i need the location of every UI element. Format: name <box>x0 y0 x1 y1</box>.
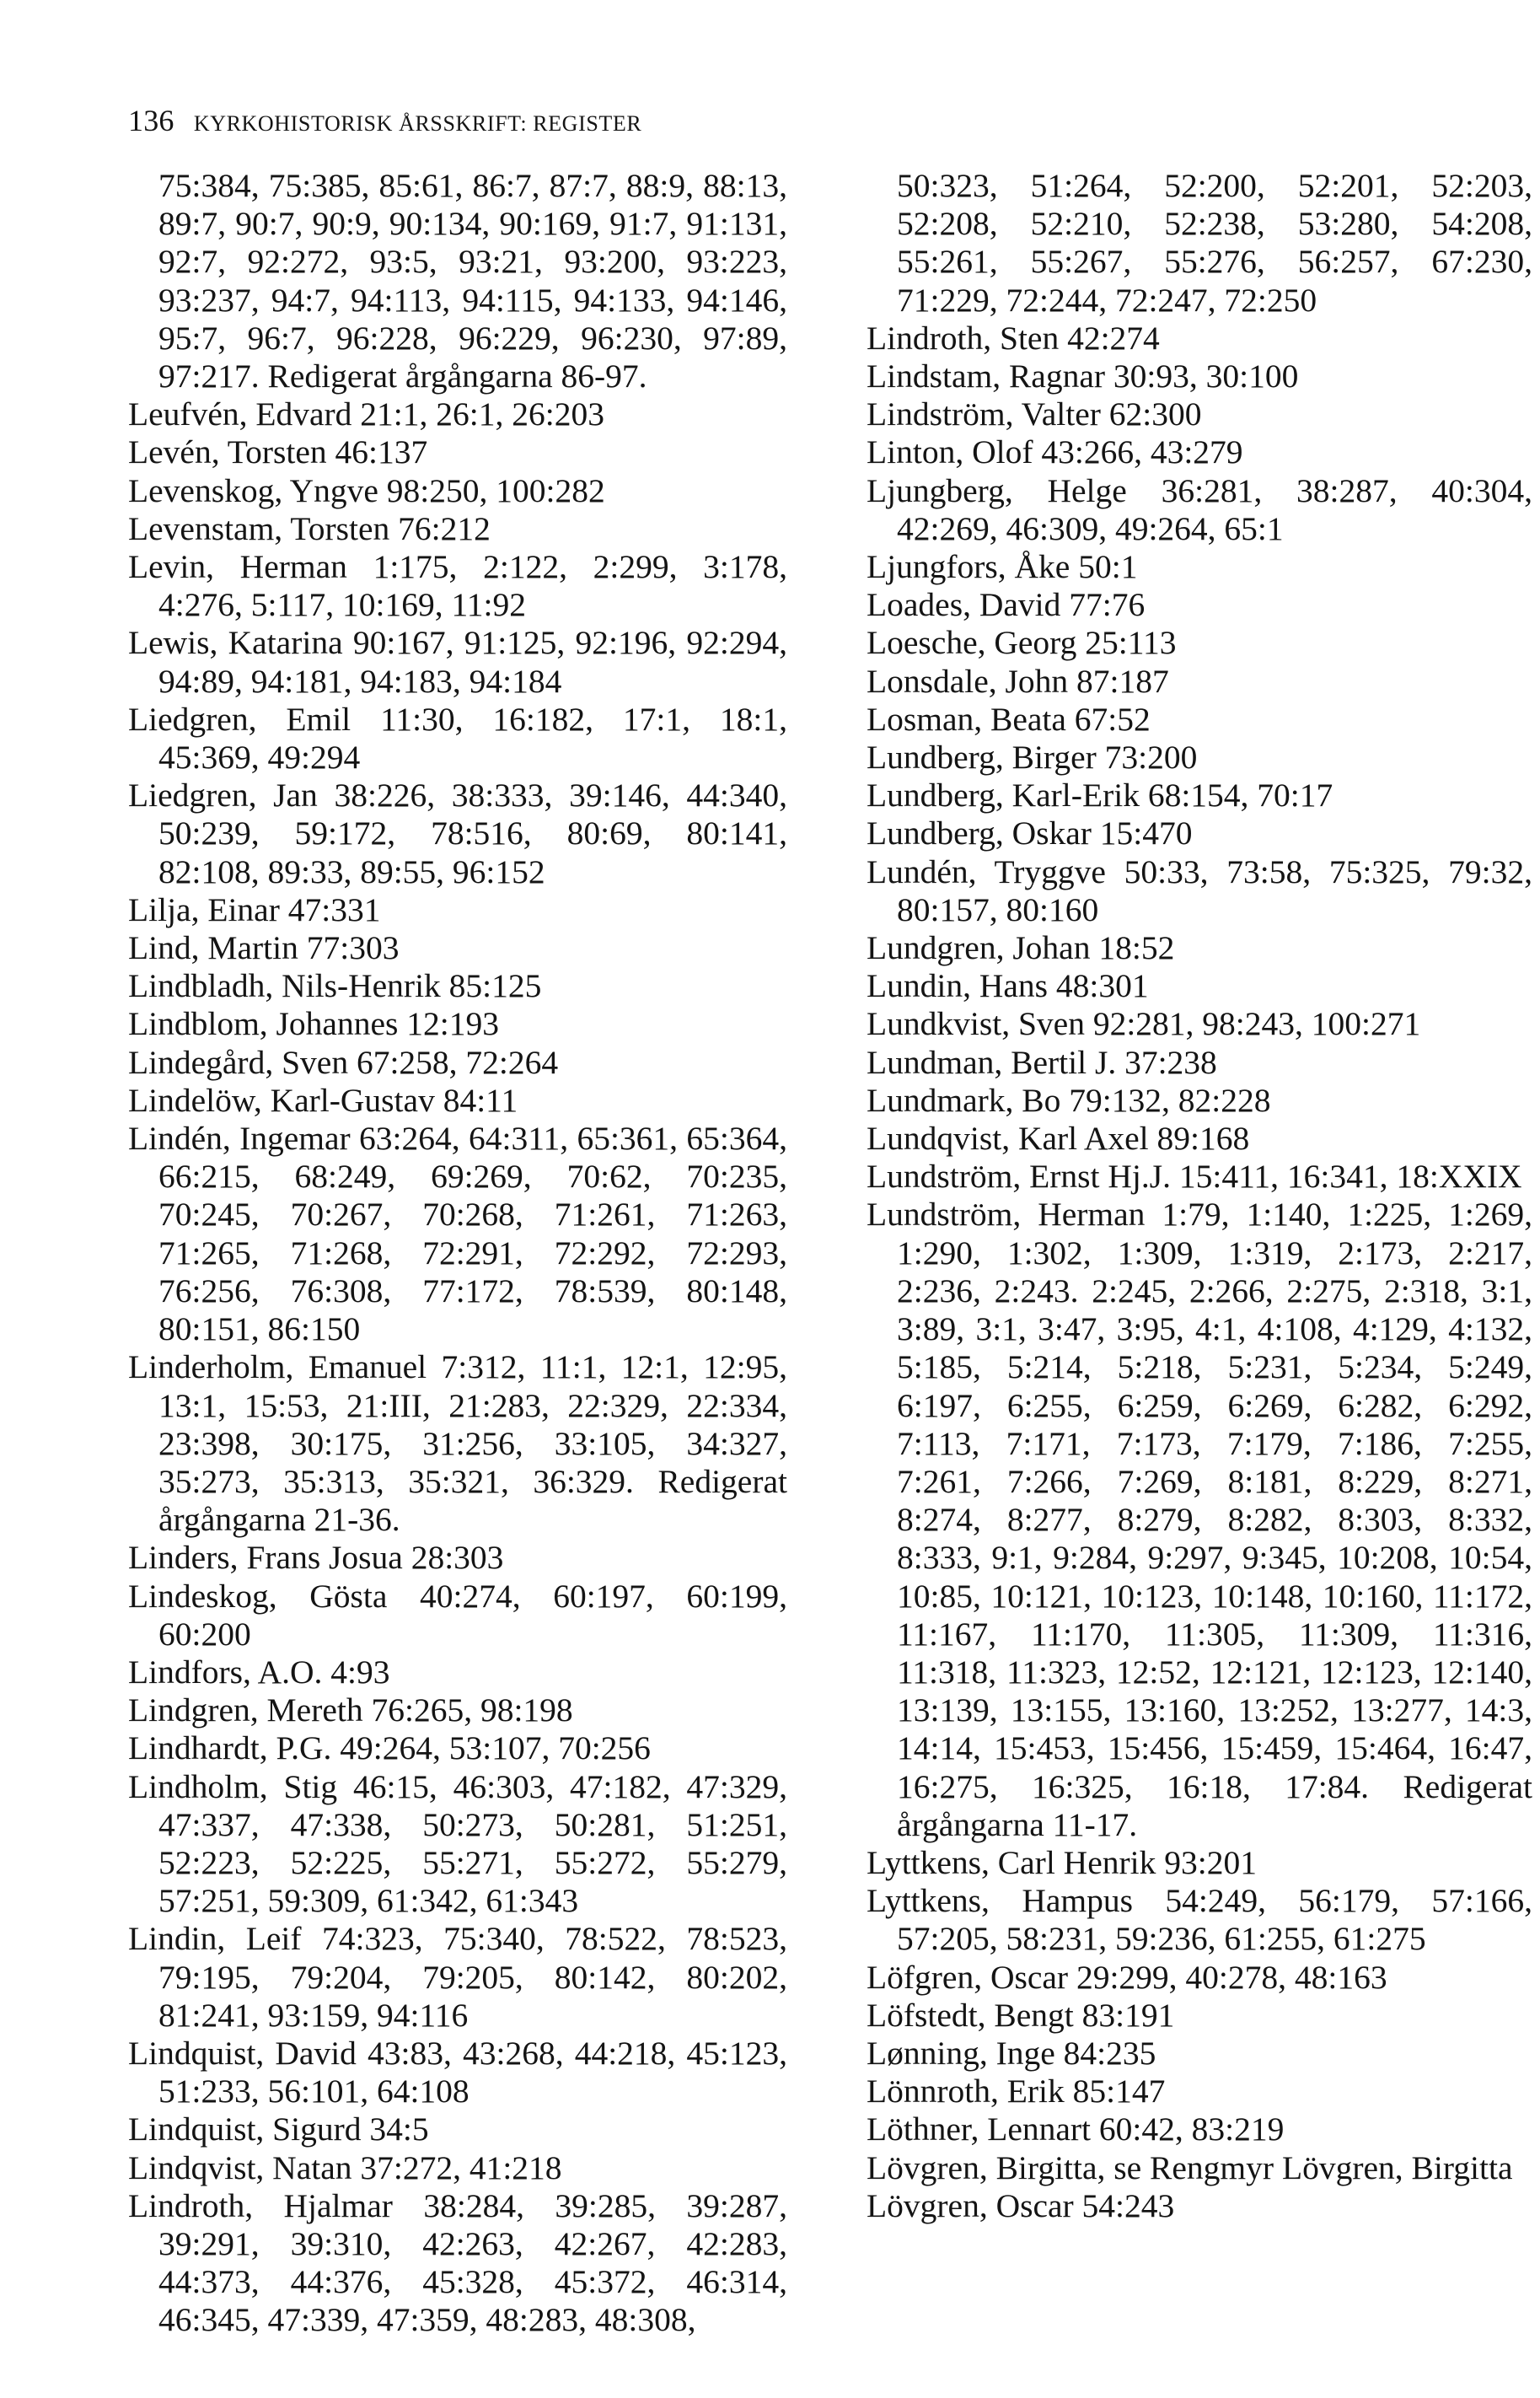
index-entry: Lindén, Ingemar 63:264, 64:311, 65:361, 65:364, 66:215, 68:249, 69:269, 70:62, 70:235, 70:245, 70:267, 70:268, 71:261, 71:263, 71:265, 71:268, 72:291, 72:292, 72:293, 76:256, 76:308, 77:172, 78:539, 80:148, 80:151, 86:150 <box>128 1120 787 1348</box>
index-entry: Lundgren, Johan 18:52 <box>867 929 1175 967</box>
index-entry: Lindgren, Mereth 76:265, 98:198 <box>128 1691 573 1729</box>
index-entry: Levén, Torsten 46:137 <box>128 433 428 471</box>
index-entry: Lundström, Herman 1:79, 1:140, 1:225, 1:269, 1:290, 1:302, 1:309, 1:319, 2:173, 2:217, 2:236, 2:243. 2:245, 2:266, 2:275, 2:318, 3:1, 3:89, 3:1, 3:47, 3:95, 4:1, 4:108, 4:129, 4:132, 5:185, 5:214, 5:218, 5:231, 5:234, 5:249, 6:197, 6:255, 6:259, 6:269, 6:282, 6:292, 7:113, 7:171, 7:173, 7:179, 7:186, 7:255, 7:261, 7:266, 7:269, 8:181, 8:229, 8:271, 8:274, 8:277, 8:279, 8:282, 8:303, 8:332, 8:333, 9:1, 9:284, 9:297, 9:345, 10:208, 10:54, 10:85, 10:121, 10:123, 10:148, 10:160, 11:172, 11:167, 11:170, 11:305, 11:309, 11:316, 11:318, 11:323, 12:52, 12:121, 12:123, 12:140, 13:139, 13:155, 13:160, 13:252, 13:277, 14:3, 14:14, 15:453, 15:456, 15:459, 15:464, 16:47, 16:275, 16:325, 16:18, 17:84. Redigerat årgångarna 11-17. <box>867 1196 1532 1843</box>
index-entry-continuation: 75:384, 75:385, 85:61, 86:7, 87:7, 88:9, 88:13, 89:7, 90:7, 90:9, 90:134, 90:169, 91:7, 91:131, 92:7, 92:272, 93:5, 93:21, 93:200, 93:223, 93:237, 94:7, 94:113, 94:115, 94:133, 94:146, 95:7, 96:7, 96:228, 96:229, 96:230, 97:89, 97:217. Redigerat årgångarna 86-97. <box>158 167 787 395</box>
index-entry: Loades, David 77:76 <box>867 586 1146 624</box>
index-entry: Lundqvist, Karl Axel 89:168 <box>867 1120 1250 1158</box>
index-entry: Lonsdale, John 87:187 <box>867 662 1169 700</box>
index-entry: Lind, Martin 77:303 <box>128 929 400 967</box>
index-entry: Lyttkens, Carl Henrik 93:201 <box>867 1843 1257 1881</box>
index-entry: Lundmark, Bo 79:132, 82:228 <box>867 1081 1271 1119</box>
index-entry: Liedgren, Jan 38:226, 38:333, 39:146, 44:340, 50:239, 59:172, 78:516, 80:69, 80:141, 82:108, 89:33, 89:55, 96:152 <box>128 777 787 890</box>
index-entry: Lindstam, Ragnar 30:93, 30:100 <box>867 358 1299 395</box>
index-entry: Lundberg, Birger 73:200 <box>867 739 1198 777</box>
index-entry: Lindin, Leif 74:323, 75:340, 78:522, 78:523, 79:195, 79:204, 79:205, 80:142, 80:202, 81:241, 93:159, 94:116 <box>128 1920 787 2034</box>
right-column <box>867 167 1532 2225</box>
index-entry: Lindqvist, Natan 37:272, 41:218 <box>128 2148 562 2186</box>
index-entry: Lönnroth, Erik 85:147 <box>867 2073 1166 2110</box>
index-entry: Ljungfors, Åke 50:1 <box>867 548 1138 586</box>
index-entry: Lindeskog, Gösta 40:274, 60:197, 60:199, 60:200 <box>128 1577 787 1653</box>
index-entry: Lundén, Tryggve 50:33, 73:58, 75:325, 79:32, 80:157, 80:160 <box>867 852 1532 928</box>
index-entry: Linton, Olof 43:266, 43:279 <box>867 433 1243 471</box>
index-entry: Lindhardt, P.G. 49:264, 53:107, 70:256 <box>128 1729 651 1767</box>
index-entry-continuation: 50:323, 51:264, 52:200, 52:201, 52:203, 52:208, 52:210, 52:238, 53:280, 54:208, 55:261, 55:267, 55:276, 56:257, 67:230, 71:229, 72:244, 72:247, 72:250 <box>897 167 1532 319</box>
index-entry: Lindegård, Sven 67:258, 72:264 <box>128 1043 559 1081</box>
index-entry: Lundin, Hans 48:301 <box>867 967 1149 1005</box>
index-entry: Lindbladh, Nils-Henrik 85:125 <box>128 967 542 1005</box>
index-entry: Löfstedt, Bengt 83:191 <box>867 1996 1175 2034</box>
index-entry: Lindfors, A.O. 4:93 <box>128 1653 390 1691</box>
index-entry: Lindblom, Johannes 12:193 <box>128 1005 499 1043</box>
index-entry: Levenskog, Yngve 98:250, 100:282 <box>128 471 605 509</box>
index-entry: Losman, Beata 67:52 <box>867 700 1151 738</box>
index-entry: Levin, Herman 1:175, 2:122, 2:299, 3:178, 4:276, 5:117, 10:169, 11:92 <box>128 548 787 624</box>
index-entry: Löthner, Lennart 60:42, 83:219 <box>867 2110 1285 2148</box>
index-entry: Lövgren, Birgitta, se Rengmyr Lövgren, Birgitta <box>867 2148 1513 2186</box>
index-entry: Lundström, Ernst Hj.J. 15:411, 16:341, 18:XXIX <box>867 1158 1522 1196</box>
index-entry: Lundberg, Oskar 15:470 <box>867 815 1193 852</box>
index-entry: Leufvén, Edvard 21:1, 26:1, 26:203 <box>128 395 604 433</box>
left-column <box>128 167 787 2340</box>
index-entry: Levenstam, Torsten 76:212 <box>128 509 491 547</box>
page-number: 136 <box>128 104 174 137</box>
index-entry: Lindelöw, Karl-Gustav 84:11 <box>128 1081 518 1119</box>
index-entry: Ljungberg, Helge 36:281, 38:287, 40:304, 42:269, 46:309, 49:264, 65:1 <box>867 471 1532 547</box>
running-title: KYRKOHISTORISK ÅRSSKRIFT: REGISTER <box>193 111 642 136</box>
index-entry: Lindroth, Hjalmar 38:284, 39:285, 39:287, 39:291, 39:310, 42:263, 42:267, 42:283, 44:373, 44:376, 45:328, 45:372, 46:314, 46:345, 47:339, 47:359, 48:283, 48:308, <box>128 2186 787 2339</box>
index-entry: Linderholm, Emanuel 7:312, 11:1, 12:1, 12:95, 13:1, 15:53, 21:III, 21:283, 22:329, 22:334, 23:398, 30:175, 31:256, 33:105, 34:327, 35:273, 35:313, 35:321, 36:329. Redigerat årgångarna 21-36. <box>128 1348 787 1539</box>
index-entry: Lindquist, David 43:83, 43:268, 44:218, 45:123, 51:233, 56:101, 64:108 <box>128 2034 787 2110</box>
index-entry: Loesche, Georg 25:113 <box>867 624 1177 662</box>
index-entry: Lindquist, Sigurd 34:5 <box>128 2110 429 2148</box>
index-entry: Lundman, Bertil J. 37:238 <box>867 1043 1217 1081</box>
index-entry: Lyttkens, Hampus 54:249, 56:179, 57:166, 57:205, 58:231, 59:236, 61:255, 61:275 <box>867 1882 1532 1958</box>
index-entry: Lundberg, Karl-Erik 68:154, 70:17 <box>867 777 1333 815</box>
index-entry: Lövgren, Oscar 54:243 <box>867 2186 1175 2224</box>
index-entry: Linders, Frans Josua 28:303 <box>128 1539 504 1577</box>
index-entry: Liedgren, Emil 11:30, 16:182, 17:1, 18:1, 45:369, 49:294 <box>128 700 787 777</box>
index-entry: Lundkvist, Sven 92:281, 98:243, 100:271 <box>867 1005 1421 1043</box>
index-entry: Lindroth, Sten 42:274 <box>867 319 1160 357</box>
index-entry: Lønning, Inge 84:235 <box>867 2034 1156 2072</box>
index-entry: Lilja, Einar 47:331 <box>128 890 381 928</box>
index-entry: Lewis, Katarina 90:167, 91:125, 92:196, 92:294, 94:89, 94:181, 94:183, 94:184 <box>128 624 787 700</box>
index-entry: Löfgren, Oscar 29:299, 40:278, 48:163 <box>867 1958 1387 1996</box>
index-entry: Lindholm, Stig 46:15, 46:303, 47:182, 47:329, 47:337, 47:338, 50:273, 50:281, 51:251, 52:223, 52:225, 55:271, 55:272, 55:279, 57:251, 59:309, 61:342, 61:343 <box>128 1767 787 1920</box>
index-entry: Lindström, Valter 62:300 <box>867 395 1202 433</box>
page-header <box>128 103 641 138</box>
